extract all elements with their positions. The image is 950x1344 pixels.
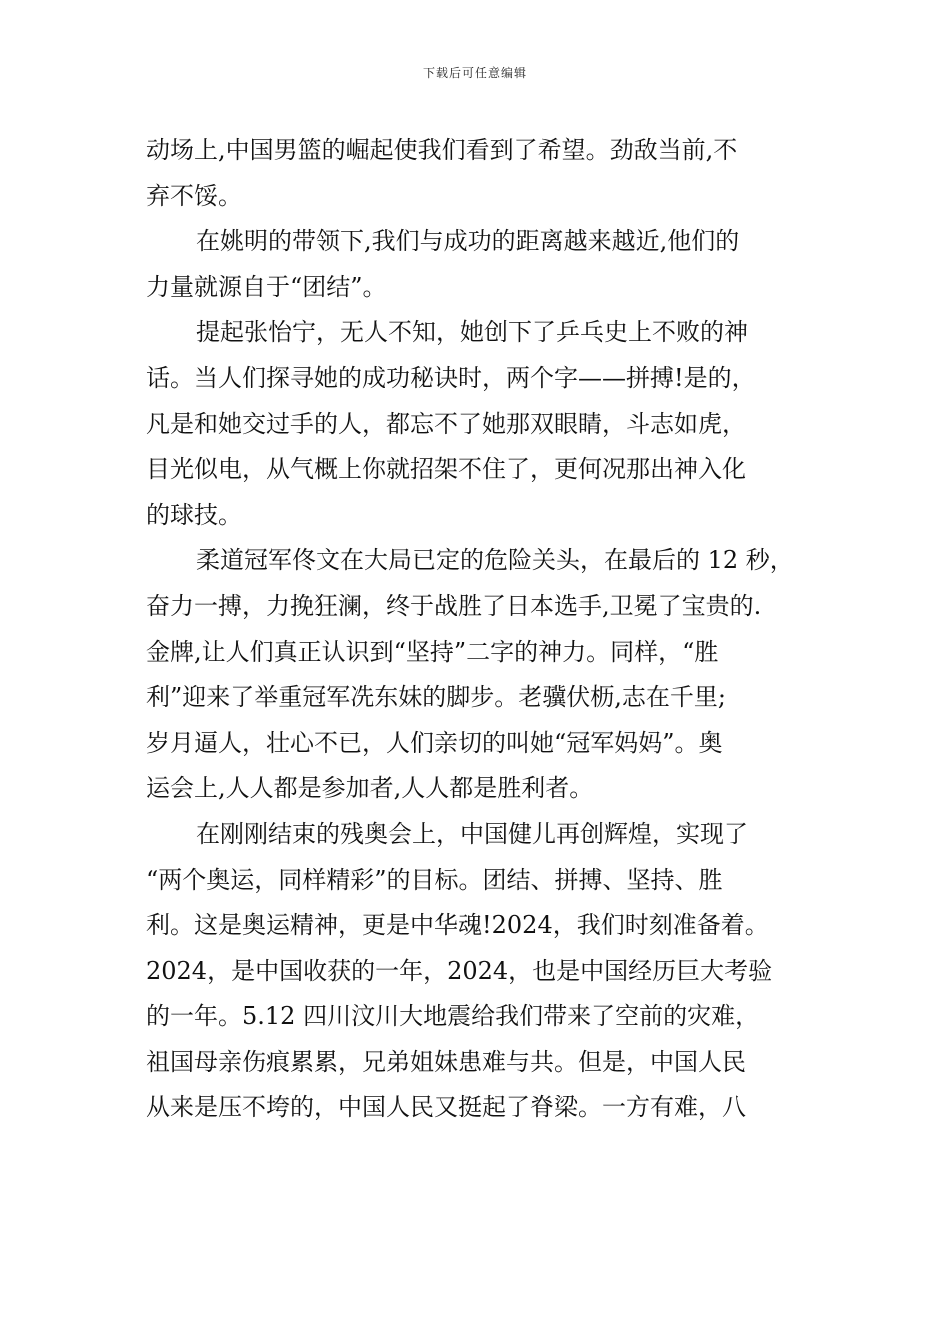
text-line: 在姚明的带领下,我们与成功的距离越来越近,他们的 xyxy=(196,227,740,256)
document-body xyxy=(146,128,816,1131)
page-header: 下载后可任意编辑 xyxy=(422,66,527,80)
text-line: 弃不馁。 xyxy=(146,181,242,210)
text-line: 利。这是奥运精神，更是中华魂!2024，我们时刻准备着。 xyxy=(146,911,769,940)
text-line: 提起张怡宁，无人不知，她创下了乒乓史上不败的神 xyxy=(196,318,748,347)
text-line: 运会上,人人都是参加者,人人都是胜利者。 xyxy=(146,774,594,803)
text-line: 力量就源自于“团结”。 xyxy=(146,272,387,301)
text-line: 金牌,让人们真正认识到“坚持”二字的神力。同样，“胜 xyxy=(146,637,719,666)
text-line: “两个奥运，同样精彩”的目标。团结、拼搏、坚持、胜 xyxy=(146,865,723,894)
text-line: 的一年。5.12 四川汶川大地震给我们带来了空前的灾难， xyxy=(146,1002,760,1031)
text-line: 奋力一搏，力挽狂澜，终于战胜了日本选手,卫冕了宝贵的. xyxy=(146,591,762,620)
text-line: 2024，是中国收获的一年，2024，也是中国经历巨大考验 xyxy=(146,956,773,985)
text-line: 利”迎来了举重冠军冼东妹的脚步。老骥伏枥,志在千里; xyxy=(146,683,726,712)
text-line: 的球技。 xyxy=(146,500,242,529)
text-line: 祖国母亲伤痕累累，兄弟姐妹患难与共。但是，中国人民 xyxy=(146,1047,746,1076)
text-line: 目光似电，从气概上你就招架不住了，更何况那出神入化 xyxy=(146,455,746,484)
text-line: 动场上,中国男篮的崛起使我们看到了希望。劲敌当前,不 xyxy=(146,136,738,164)
text-line: 岁月逼人，壮心不已，人们亲切的叫她“冠军妈妈”。奥 xyxy=(146,728,723,757)
text-line: 在刚刚结束的残奥会上，中国健儿再创辉煌，实现了 xyxy=(196,819,748,848)
text-line: 柔道冠军佟文在大局已定的危险关头，在最后的 12 秒， xyxy=(196,546,794,575)
text-line: 从来是压不垮的，中国人民又挺起了脊梁。一方有难，八 xyxy=(146,1093,746,1122)
text-line: 凡是和她交过手的人，都忘不了她那双眼睛，斗志如虎， xyxy=(146,409,746,438)
text-line: 话。当人们探寻她的成功秘诀时，两个字——拼搏!是的， xyxy=(146,363,756,392)
